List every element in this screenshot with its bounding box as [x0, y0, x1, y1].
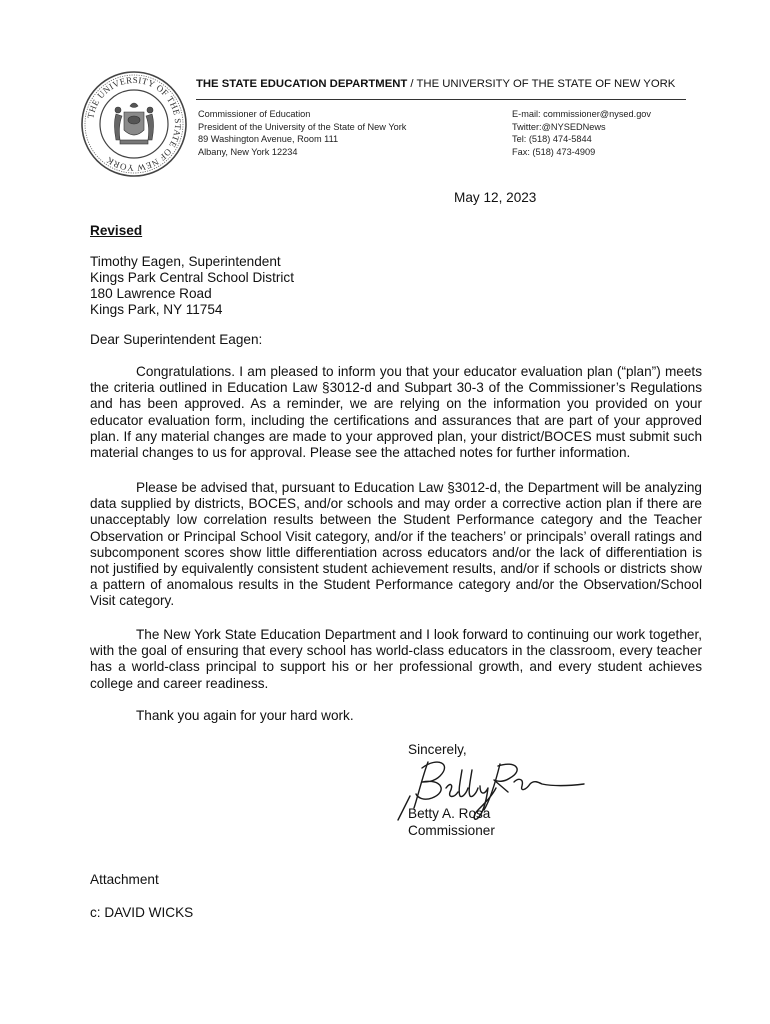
contact-fax: Fax: (518) 473-4909 [512, 146, 596, 157]
closing: Sincerely, [408, 742, 467, 757]
revised-label: Revised [90, 223, 143, 238]
recipient-city: Kings Park, NY 11754 [90, 302, 223, 317]
office-city: Albany, New York 12234 [198, 146, 298, 157]
letterhead-office-block [198, 108, 406, 158]
signer-name: Betty A. Rosa [408, 806, 491, 821]
signer-title: Commissioner [408, 822, 495, 838]
office-subtitle: President of the University of the State of New York [198, 121, 407, 132]
recipient-street: 180 Lawrence Road [90, 286, 212, 301]
recipient-district: Kings Park Central School District [90, 270, 294, 285]
university-name: / THE UNIVERSITY OF THE STATE OF NEW YORK [407, 78, 676, 90]
letterhead-title [196, 78, 675, 90]
svg-text:THE UNIVERSITY OF THE STATE OF: THE UNIVERSITY OF THE STATE OF NEW YORK [85, 74, 184, 174]
office-title: Commissioner of Education [198, 109, 311, 119]
paragraph-goals: The New York State Education Department and I look forward to continuing our work together, with the goal of ensuring that every school has world-class educators in the classroom, every teacher has a world-class principal to support his or her professional growth, and every student achieves college and career readiness. [90, 627, 702, 691]
department-name: THE STATE EDUCATION DEPARTMENT [196, 78, 408, 90]
contact-email: E-mail: commissioner@nysed.gov [512, 109, 652, 119]
seal-icon [80, 70, 188, 178]
salutation: Dear Superintendent Eagen: [90, 332, 263, 347]
office-street: 89 Washington Avenue, Room 111 [198, 134, 339, 144]
letterhead-contact-block [512, 108, 651, 158]
contact-twitter: Twitter:@NYSEDNews [512, 121, 606, 132]
attachment-note: Attachment [90, 872, 159, 887]
recipient-address [90, 254, 294, 318]
paragraph-thanks: Thank you again for your hard work. [136, 708, 354, 723]
paragraph-advisory: Please be advised that, pursuant to Education Law §3012-d, the Department will be analyzing data supplied by districts, BOCES, and/or schools and may order a corrective action plan if there are unacceptably low correlation results between the Student Performance category and the Teacher Observation or Principal School Visit category, and/or if the teachers’ or principals’ overall ratings and subcomponent scores show little differentiation across educators and/or the lack of differentiation is not justified by equivalently consistent student achievement results, and/or if schools or districts show a pattern of anomalous results in the Student Performance category and/or the Observation/School Visit category. [90, 480, 702, 609]
cc-line: c: DAVID WICKS [90, 905, 194, 920]
letterhead-divider [196, 99, 686, 100]
recipient-name: Timothy Eagen, Superintendent [90, 254, 281, 269]
signature-block [408, 806, 495, 839]
letter-date: May 12, 2023 [454, 190, 537, 205]
paragraph-approval: Congratulations. I am pleased to inform you that your educator evaluation plan (“plan”) meets the criteria outlined in Education Law §3012-d and Subpart 30-3 of the Commissioner’s Regulations and has been approved. As a reminder, we are relying on the information you provided on your educator evaluation form, including the certifications and assurances that are part of your approved plan. If any material changes are made to your approved plan, your district/BOCES must submit such material changes to us for approval. Please see the attached notes for further information. [90, 364, 702, 461]
contact-phone: Tel: (518) 474-5844 [512, 134, 592, 144]
